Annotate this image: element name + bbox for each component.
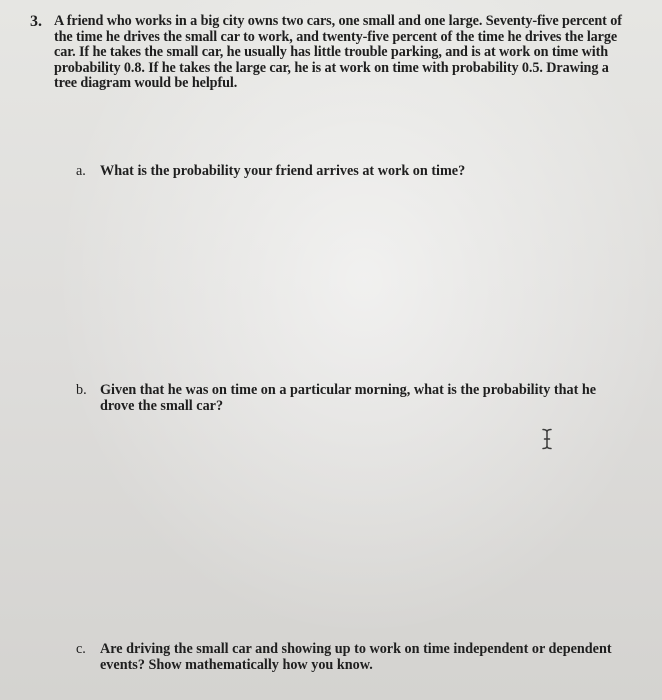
problem-number: 3. (30, 13, 42, 30)
part-c-question: Are driving the small car and showing up to work on time independent or dependent events? Show mathematically how you know. (100, 641, 612, 673)
part-a-label: a. (76, 163, 86, 179)
part-b-question: Given that he was on time on a particular morning, what is the probability that he drove the small car? (100, 382, 597, 414)
part-b-label: b. (76, 382, 87, 398)
problem-statement: A friend who works in a big city owns two cars, one small and one large. Seventy-five percent of the time he drives the small car to work, and twenty-five percent of the time he drives the large car. If he takes the small car, he usually has little trouble parking, and is at work on time with probability 0.8. If he takes the large car, he is at work on time with probability 0.5. Drawing a tree diagram would be helpful. (54, 13, 622, 92)
part-c-label: c. (76, 641, 86, 657)
part-a-question: What is the probability your friend arrives at work on time? (100, 163, 466, 179)
text-cursor-icon (540, 428, 554, 450)
